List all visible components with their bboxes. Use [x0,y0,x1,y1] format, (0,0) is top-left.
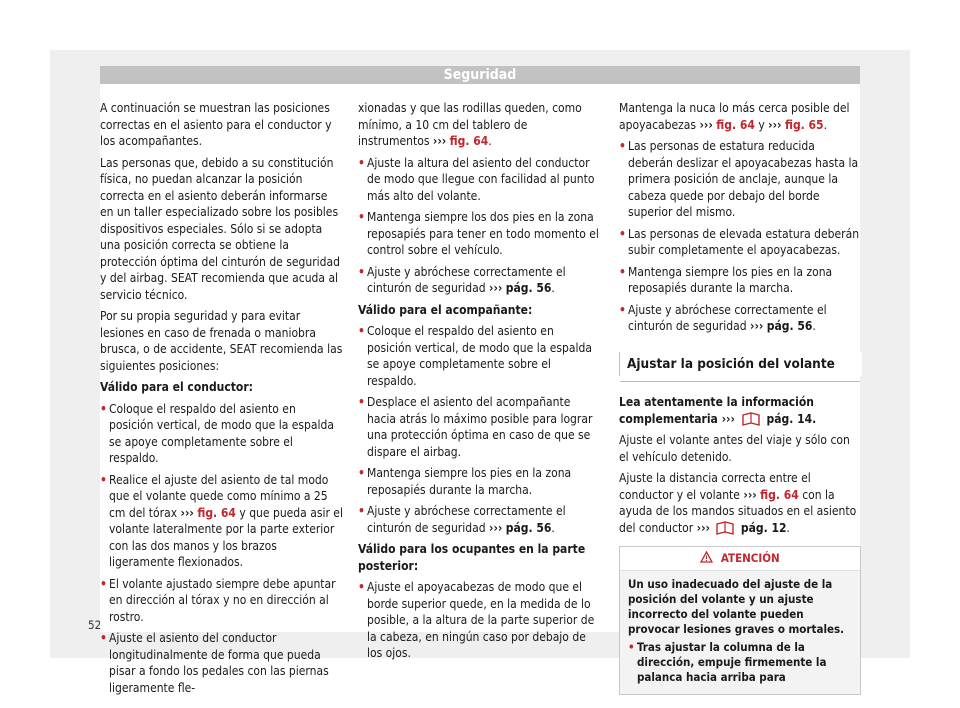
warning-icon [700,551,713,563]
paragraph: Ajuste la distancia correcta entre el conductor y el volante ››› fig. 64 con la ayuda de los mandos situados en el asiento del conductor ››› pág. 12. [619,471,857,535]
driver-heading: Válido para el conductor: [100,380,253,394]
arrow-icon: ››› [699,117,713,132]
paragraph: Ajuste el volante antes del viaje y sólo con el vehículo detenido. [619,433,850,464]
paragraph: Por su propia seguridad y para evitar lesiones en caso de frenada o maniobra brusca, o de accidente, SEAT recomienda las siguientes posiciones: [100,309,343,373]
page-link[interactable]: pág. 12 [740,520,787,535]
figure-link[interactable]: fig. 64 [197,505,236,520]
page-content [100,84,860,695]
list-item: • Ajuste el asiento del conductor longitudinalmente de forma que pueda pisar a fondo los pedales con las piernas ligeramente fle- [100,630,343,696]
arrow-icon: ››› [743,487,757,502]
page-number: 52 [88,618,102,632]
list-item: • Desplace el asiento del acompañante hacia atrás lo máximo posible para lograr una protección óptima en caso de que se dispare el airbag. [358,394,601,460]
text: Realice el ajuste del asiento de tal modo que el volante quede como mínimo a 25 cm del tórax [109,472,329,520]
list-item: • Ajuste y abróchese correctamente el cinturón de seguridad ››› pág. 56. [358,264,601,297]
rear-heading: Válido para los ocupantes en la parte posterior: [358,542,586,573]
warning-header [620,547,860,571]
intro-paragraph: Lea atentamente la información complementaria ››› pág. 14. [619,395,817,426]
book-icon [715,521,735,535]
text: Ajuste y abróchese correctamente el cinturón de seguridad [367,504,566,535]
arrow-icon: ››› [180,505,194,520]
text: y [758,117,765,132]
warning-box [619,546,861,695]
list-item: • Las personas de estatura reducida deberán deslizar el apoyacabezas hasta la primera posición de anclaje, aunque la cabeza quede por debajo del borde superior del mismo. [619,138,862,221]
text: Ajuste la distancia correcta entre el conductor y el volante [619,471,811,502]
paragraph: Las personas que, debido a su constitución física, no puedan alcanzar la posición correcta en el asiento deberán informarse en un taller especializado sobre los posibles dispositivos especiales. Sólo si se adopta una posición correcta se obtiene la protección óptima del cinturón de seguridad y del airbag. SEAT recomienda que acuda al servicio técnico. [100,155,340,302]
list-item [100,472,343,571]
text: Ajuste y abróchese correctamente el cinturón de seguridad [628,302,827,333]
warning-text: Un uso inadecuado del ajuste de la posición del volante y un ajuste incorrecto del volante pueden provocar lesiones graves o mortales. [628,576,845,636]
list-item: • Ajuste la altura del asiento del conductor de modo que llegue con facilidad al punto más alto del volante. [358,155,601,205]
arrow-icon: ››› [696,520,710,535]
paragraph: Mantenga la nuca lo más cerca posible del apoyacabezas ››› fig. 64 y ››› fig. 65. [619,101,850,132]
page-link[interactable]: pág. 56 [505,281,552,295]
list-item: • Mantenga siempre los pies en la zona reposapiés durante la marcha. [619,264,862,297]
text: Ajuste y abróchese correctamente el cinturón de seguridad [367,264,566,295]
text: Lea atentamente la información complementaria [619,395,814,426]
paragraph: A continuación se muestran las posiciones correctas en el asiento para el conductor y los acompañantes. [100,101,332,148]
list-item: • Mantenga siempre los dos pies en la zona reposapiés para tener en todo momento el control sobre el vehículo. [358,209,601,259]
arrow-icon: ››› [721,411,735,426]
list-item: • Ajuste el apoyacabezas de modo que el borde superior quede, en la medida de lo posible, a la altura de la parte superior de la cabeza, en ningún caso por debajo de los ojos. [358,579,601,662]
text: con la ayuda de los mandos situados en el asiento del conductor [619,487,857,535]
column-3 [619,100,862,695]
arrow-icon: ››› [768,117,782,132]
arrow-icon: ››› [489,281,503,295]
section-title: Ajustar la posición del volante [619,352,862,377]
list-item: • Ajuste y abróchese correctamente el cinturón de seguridad ››› pág. 56. [619,302,862,335]
list-item: • Mantenga siempre los pies en la zona reposapiés durante la marcha. [358,465,601,498]
page-link[interactable]: pág. 56 [766,319,813,333]
page-link[interactable]: pág. 14 [766,411,813,426]
page-link[interactable]: pág. 56 [505,520,552,535]
arrow-icon: ››› [750,319,764,333]
text: Mantenga la nuca lo más cerca posible del apoyacabezas [619,101,850,132]
passenger-heading: Válido para el acompañante: [358,302,533,317]
section-header: Seguridad [100,66,860,84]
list-item: • Ajuste y abróchese correctamente el cinturón de seguridad ››› pág. 56. [358,503,601,536]
list-item: • Las personas de elevada estatura deberán subir completamente el apoyacabezas. [619,226,862,259]
paragraph: xionadas y que las rodillas queden, como mínimo, a 10 cm del tablero de instrumentos ››› fig. 64. [358,101,582,148]
arrow-icon: ››› [432,134,447,148]
text: y que pueda asir el volante lateralmente por la parte exterior con las dos manos y los brazos ligeramente flexionados. [109,505,343,569]
list-item: • Coloque el respaldo del asiento en posición vertical, de modo que la espalda se apoye completamente sobre el respaldo. [358,323,601,389]
text: xionadas y que las rodillas queden, como mínimo, a 10 cm del tablero de instrumentos [358,101,582,148]
list-item: • Coloque el respaldo del asiento en posición vertical, de modo que la espalda se apoye completamente sobre el respaldo. [100,401,343,467]
list-item: • El volante ajustado siempre debe apuntar en dirección al tórax y no en dirección al rostro. [100,576,343,626]
warning-list-item: • Tras ajustar la columna de la dirección, empuje firmemente la palanca hacia arriba para [628,640,852,685]
figure-link[interactable]: fig. 64 [449,134,489,148]
figure-link[interactable]: fig. 64 [716,117,755,132]
book-icon [741,412,761,426]
column-1 [100,100,343,701]
arrow-icon: ››› [489,520,503,535]
column-2 [358,100,601,667]
figure-link[interactable]: fig. 65 [784,117,824,132]
warning-body [620,571,860,694]
figure-link[interactable]: fig. 64 [760,487,799,502]
warning-title: ATENCIÓN [720,551,780,565]
